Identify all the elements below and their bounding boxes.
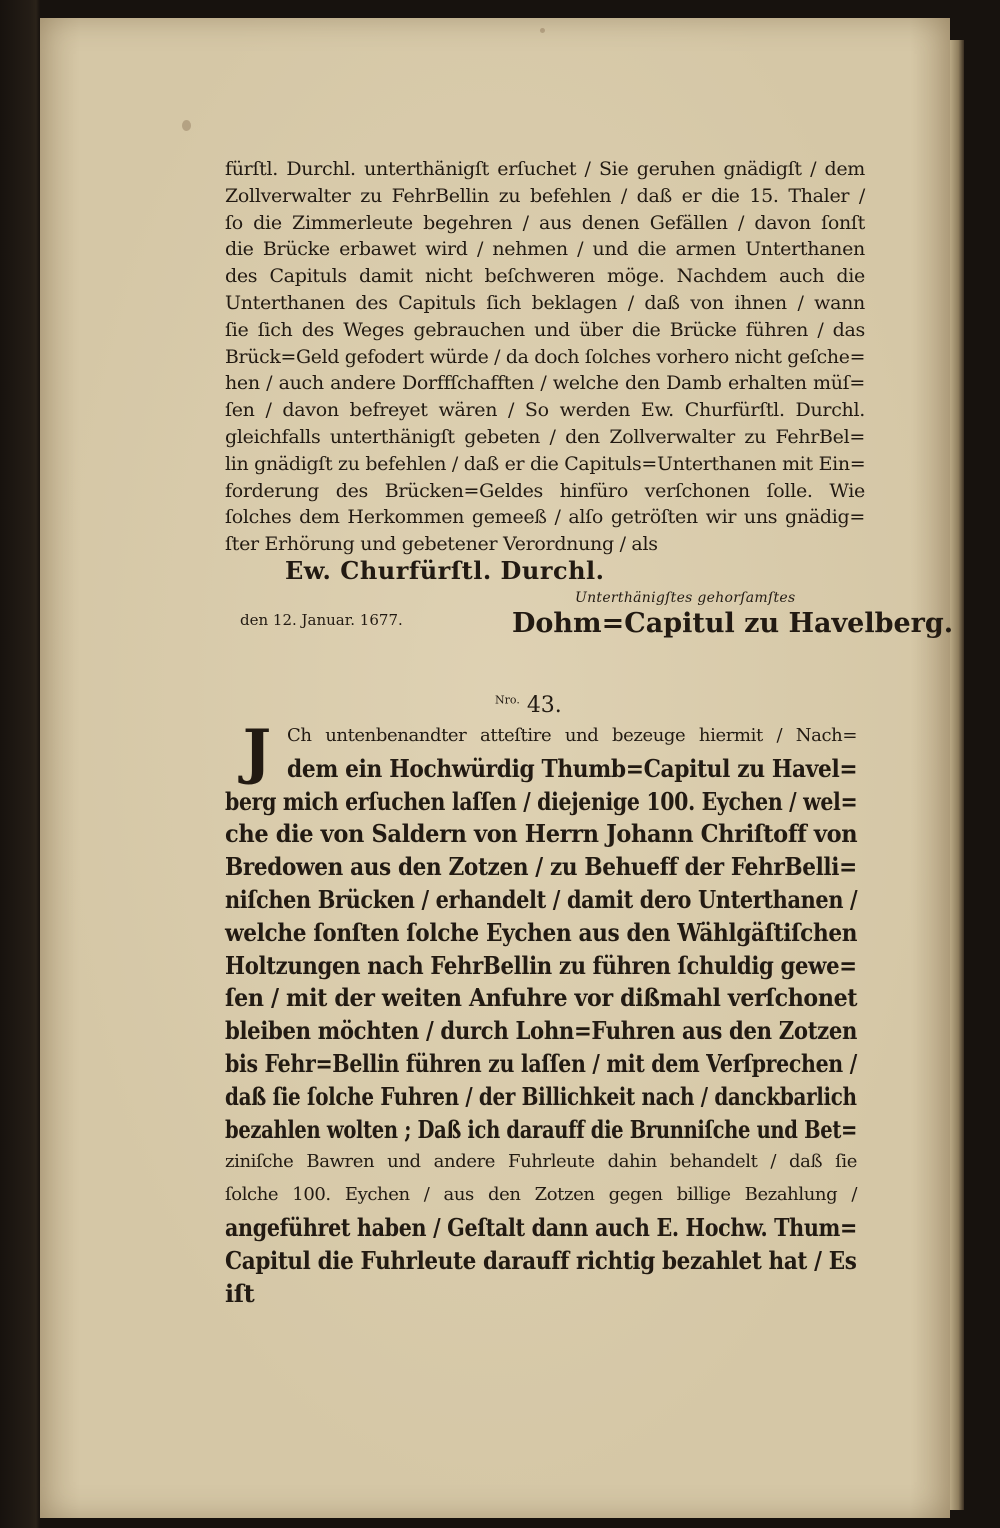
letter-date: den 12. Januar. 1677. [240,611,403,629]
text-line: bis Fehr=Bellin führen zu laſſen / mit dem Verſprechen / [225,1048,857,1078]
text-line: berg mich erſuchen laſſen / diejenige 100. Eychen / wel= [225,786,858,816]
text-line: Holtzungen nach FehrBellin zu führen ſchuldig gewe= [225,950,857,980]
page-edge-shadow [950,40,964,1510]
text-line: niſchen Brücken / erhandelt / damit dero Unterthanen / [225,884,858,914]
text-line: forderung des Brücken=Geldes hinfüro verſchonen ſolle. Wie [225,479,865,502]
section-number [495,693,562,718]
subscription: Unterthänigſtes gehorſamſtes [575,590,796,606]
text-line: che die von Saldern von Herrn Johann Chriſtoff von [225,819,858,849]
catchword: iſt [225,1278,255,1308]
text-line: gleichfalls unterthänigſt gebeten / den Zollverwalter zu FehrBel= [225,425,865,448]
text-line: ſen / mit der weiten Anfuhre vor dißmahl verſchonet [225,983,858,1013]
text-line: daß ſie ſolche Fuhren / der Billichkeit nach / danckbarlich [225,1081,857,1111]
text-line: lin gnädigſt zu befehlen / daß er die Capituls=Unterthanen mit Ein= [225,452,866,475]
text-line: des Capituls damit nicht beſchweren möge. Nachdem auch die [225,265,865,288]
text-line: dem ein Hochwürdig Thumb=Capitul zu Havel= [287,753,858,783]
text-line: die Brücke erbawet wird / nehmen / und die armen Unterthanen [225,238,865,261]
text-line: ſolches dem Herkommen gemeeß / alſo getröſten wir uns gnädig= [225,506,865,529]
text-line: hen / auch andere Dorffſchafften / welche den Damb erhalten müſ= [225,372,865,395]
text-line: Brück=Geld gefodert würde / da doch ſolches vorhero nicht geſche= [225,345,866,368]
text-line: Capitul die Fuhrleute darauff richtig bezahlet hat / Es [225,1245,857,1275]
text-line: ſter Erhörung und gebetener Verordnung / als [225,533,658,556]
text-line: Unterthanen des Capituls ſich beklagen / daß von ihnen / wann [225,291,865,314]
text-line: ziniſche Bawren und andere Fuhrleute dahin behandelt / daß ſie [225,1151,857,1173]
text-line: ſo die Zimmerleute begehren / aus denen Gefällen / davon ſonſt [225,211,865,234]
paper-stain [182,120,191,131]
text-line: ſolche 100. Eychen / aus den Zotzen gegen billige Bezahlung / [225,1184,857,1206]
text-line: fürſtl. Durchl. unterthänigſt erſuchet / Sie geruhen gnädigſt / dem [225,158,865,180]
text-line: Zollverwalter zu FehrBellin zu befehlen / daß er die 15. Thaler / [225,184,865,207]
drop-cap: J [242,717,272,787]
text-line: Ch untenbenandter atteſtire und bezeuge hiermit / Nach= [287,725,857,746]
number-value: 43. [526,693,562,718]
signature: Dohm=Capitul zu Havelberg. [512,608,954,639]
text-line: welche ſonſten ſolche Eychen aus den Wählgäſtiſchen [225,917,858,947]
text-line: ſen / davon befreyet wären / So werden Ew. Churfürſtl. Durchl. [225,399,865,422]
paper-stain [540,28,545,33]
text-line: bleiben möchten / durch Lohn=Fuhren aus den Zotzen [225,1016,858,1046]
text-line: bezahlen wolten ; Daß ich darauff die Brunniſche und Bet= [225,1114,858,1144]
text-line: ſie ſich des Weges gebrauchen und über die Brücke führen / das [225,318,865,341]
attestation-body [225,717,858,1310]
text-line: Bredowen aus den Zotzen / zu Behueff der FehrBelli= [225,852,857,882]
salutation: Ew. Churfürſtl. Durchl. [285,556,605,585]
number-prefix: Nro. [495,693,520,707]
text-line: angeführet haben / Geſtalt dann auch E. Hochw. Thum= [225,1212,858,1242]
letter-body [225,156,865,558]
